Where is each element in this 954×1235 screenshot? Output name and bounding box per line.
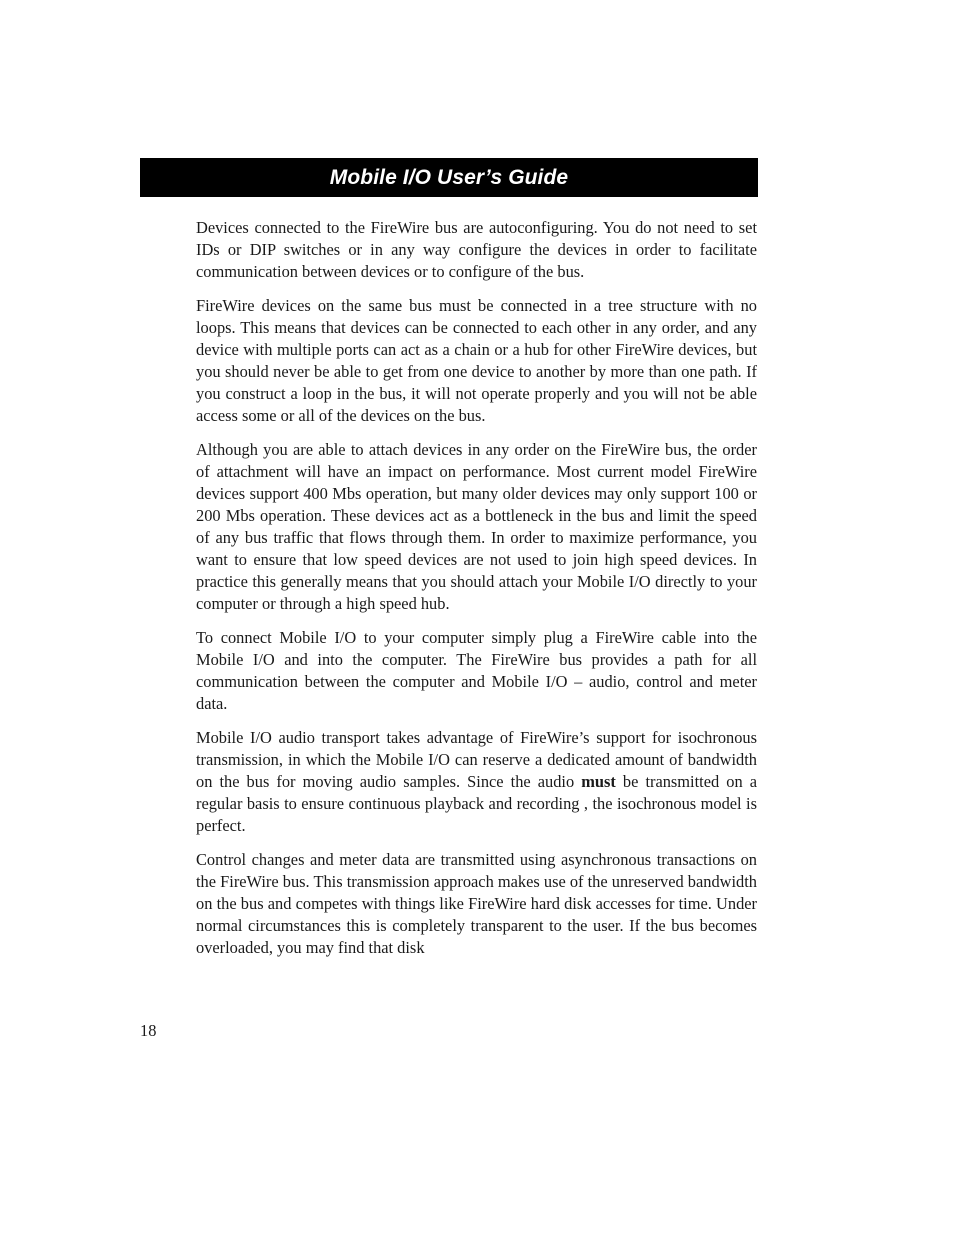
page-number: 18 [140,1021,157,1040]
body-text [196,217,757,959]
paragraph: Although you are able to attach devices in any order on the FireWire bus, the order of attachment will have an impact on performance. Most current model FireWire devices support 400 Mbs operation, but many older devices may only support 100 or 200 Mbs operation. These devices act as a bottleneck in the bus and limit the speed of any bus traffic that flows through them. In order to maximize performance, you want to ensure that low speed devices are not used to join high speed devices. In practice this generally means that you should attach your Mobile I/O directly to your computer or through a high speed hub. [196,440,757,613]
paragraph [196,727,757,837]
emphasis-text: must [581,771,616,791]
paragraph: To connect Mobile I/O to your computer simply plug a FireWire cable into the Mobile I/O and into the computer. The FireWire bus provides a path for all communication between the computer and Mobile I/O – audio, control and meter data. [196,627,757,713]
paragraph-text: Mobile I/O audio transport takes advantage of FireWire’s support for isochronous transmission, in which the Mobile I/O can reserve a dedicated amount of bandwidth on the bus for moving audio samples. Since the audio [196,728,757,791]
paragraph: FireWire devices on the same bus must be connected in a tree structure with no loops. This means that devices can be connected to each other in any order, and any device with multiple ports can act as a chain or a hub for other FireWire devices, but you should never be able to get from one device to another by more than one path. If you construct a loop in the bus, it will not operate properly and you will not be able access some or all of the devices on the bus. [196,296,757,425]
page-title: Mobile I/O User’s Guide [329,165,569,189]
paragraph-text: be transmitted on a regular basis to ensure continuous playback and recording , the isochronous model is perfect. [196,771,757,835]
paragraph: Control changes and meter data are transmitted using asynchronous transactions on the FireWire bus. This transmission approach makes use of the unreserved bandwidth on the bus and competes with things like FireWire hard disk accesses for time. Under normal circumstances this is completely transparent to the user. If the bus becomes overloaded, you may find that disk [196,850,757,957]
header-bar [140,158,758,197]
paragraph: Devices connected to the FireWire bus are autoconfiguring. You do not need to set IDs or DIP switches or in any way configure the devices in order to facilitate communication between devices or to configure of the bus. [196,218,757,281]
